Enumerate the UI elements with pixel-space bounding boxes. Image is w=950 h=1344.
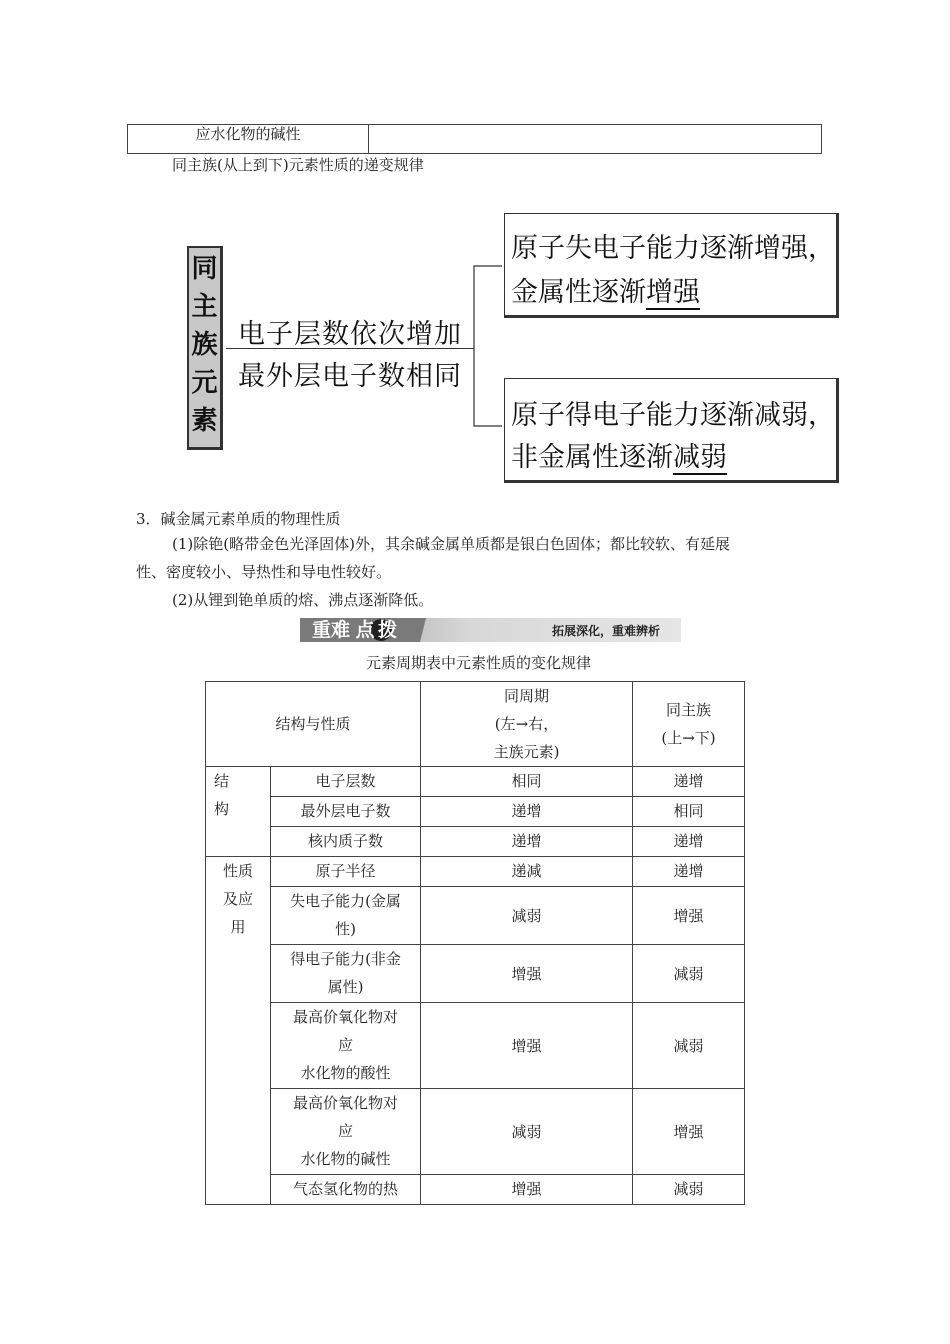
- prop-cell: 原子半径: [271, 857, 421, 887]
- table-row: [206, 857, 745, 887]
- top-box-prefix: 金属性逐渐: [511, 277, 646, 308]
- section3-p1-line2: 性、密度较小、导热性和导电性较好。: [136, 563, 392, 581]
- table-caption: 元素周期表中元素性质的变化规律: [366, 654, 592, 672]
- prop-cell: [271, 1089, 421, 1175]
- period-cell: 增强: [421, 1175, 633, 1205]
- header-group-l2: (上→下): [661, 729, 716, 747]
- group-cell: 递增: [633, 857, 745, 887]
- prop-cell: [271, 945, 421, 1003]
- prop-line: 水化物的碱性: [300, 1150, 391, 1168]
- group1-l1: 结: [214, 772, 230, 790]
- group-cell: 减弱: [633, 1175, 745, 1205]
- prop-line: 属性): [327, 978, 364, 996]
- banner-char-1: 重: [312, 619, 332, 641]
- period-cell: 递增: [421, 827, 633, 857]
- group-cell: 增强: [633, 887, 745, 945]
- vertical-char-2: 主: [191, 292, 218, 322]
- table-row: [206, 1175, 745, 1205]
- table-row: [206, 1089, 745, 1175]
- prop-cell: 电子层数: [271, 767, 421, 797]
- prop-cell: [271, 887, 421, 945]
- group-structure-label: [206, 767, 271, 857]
- prop-line: 应: [337, 1036, 353, 1054]
- top-result-box: [504, 213, 839, 318]
- banner-char-3: 点: [355, 619, 375, 641]
- banner-subtitle: 拓展深化，重难辨析: [552, 624, 661, 638]
- table-row: [206, 887, 745, 945]
- properties-table: [205, 681, 745, 1205]
- bottom-box-answer: 减弱: [673, 442, 727, 473]
- table-row: [206, 767, 745, 797]
- top-table-cell-1: 应水化物的碱性: [128, 125, 369, 153]
- vertical-char-1: 同: [191, 254, 218, 284]
- period-cell: 增强: [421, 945, 633, 1003]
- table-row: [206, 797, 745, 827]
- table-row: [206, 827, 745, 857]
- prop-line: 水化物的酸性: [300, 1064, 391, 1082]
- prop-cell: 核内质子数: [271, 827, 421, 857]
- table-row: [206, 945, 745, 1003]
- vertical-char-3: 族: [191, 330, 218, 360]
- header-row: [206, 682, 745, 767]
- header-same-period: [421, 682, 633, 767]
- banner-char-2: 难: [331, 619, 351, 641]
- prop-cell: [271, 1003, 421, 1089]
- header-period-l1: 同周期: [503, 687, 549, 705]
- group-cell: 减弱: [633, 945, 745, 1003]
- prop-cell: 最外层电子数: [271, 797, 421, 827]
- diagram-mid-line2: 最外层电子数相同: [238, 361, 462, 392]
- prop-line: 应: [337, 1122, 353, 1140]
- header-group-l1: 同主族: [665, 701, 711, 719]
- top-box-line1: 原子失电子能力逐渐增强，: [511, 233, 835, 264]
- period-cell: 减弱: [421, 1089, 633, 1175]
- group2-l3: 用: [230, 918, 246, 936]
- bottom-box-line1: 原子得电子能力逐渐减弱，: [511, 400, 835, 431]
- group2-l1: 性质: [222, 862, 253, 880]
- prop-line: 得电子能力(非金: [290, 950, 401, 968]
- group-cell: 相同: [633, 797, 745, 827]
- vertical-label-box: [187, 246, 223, 450]
- section3-p2: (2)从锂到铯单质的熔、沸点逐渐降低。: [172, 591, 434, 609]
- period-cell: 相同: [421, 767, 633, 797]
- bottom-result-box: [504, 378, 839, 483]
- header-period-l3: 主族元素): [493, 743, 560, 761]
- section3-heading: 3．碱金属元素单质的物理性质: [136, 510, 341, 528]
- group-cell: 减弱: [633, 1003, 745, 1089]
- prop-cell: 气态氢化物的热: [271, 1175, 421, 1205]
- period-cell: 减弱: [421, 887, 633, 945]
- group-cell: 增强: [633, 1089, 745, 1175]
- group-properties-label: [206, 857, 271, 1205]
- table-row: [206, 1003, 745, 1089]
- bottom-box-prefix: 非金属性逐渐: [511, 442, 673, 473]
- group-cell: 递增: [633, 827, 745, 857]
- prop-line: 最高价氧化物对: [292, 1008, 398, 1026]
- diagram-divider: [226, 348, 474, 349]
- top-box-line2: [511, 270, 700, 309]
- period-cell: 增强: [421, 1003, 633, 1089]
- vertical-char-5: 素: [191, 406, 218, 436]
- group-cell: 递增: [633, 767, 745, 797]
- top-table-fragment: [127, 124, 822, 154]
- bottom-box-line2: [511, 435, 727, 474]
- banner-char-4: 拨: [378, 619, 398, 641]
- top-box-answer: 增强: [646, 277, 700, 308]
- header-structure-property: 结构与性质: [206, 682, 421, 767]
- prop-line: 失电子能力(金属: [290, 892, 401, 910]
- header-same-group: [633, 682, 745, 767]
- prop-line: 最高价氧化物对: [292, 1094, 398, 1112]
- prop-line: 性): [335, 920, 356, 938]
- banner-title: [312, 619, 397, 641]
- group2-l2: 及应: [222, 890, 253, 908]
- intro-line: 同主族(从上到下)元素性质的递变规律: [172, 156, 424, 174]
- vertical-char-4: 元: [191, 368, 218, 398]
- period-cell: 递减: [421, 857, 633, 887]
- section3-p1-line1: (1)除铯(略带金色光泽固体)外，其余碱金属单质都是银白色固体；都比较软、有延展: [172, 535, 730, 553]
- group1-l2: 构: [214, 800, 230, 818]
- diagram-mid-line1: 电子层数依次增加: [238, 319, 462, 350]
- header-period-l2: (左→右，: [494, 715, 559, 733]
- period-cell: 递增: [421, 797, 633, 827]
